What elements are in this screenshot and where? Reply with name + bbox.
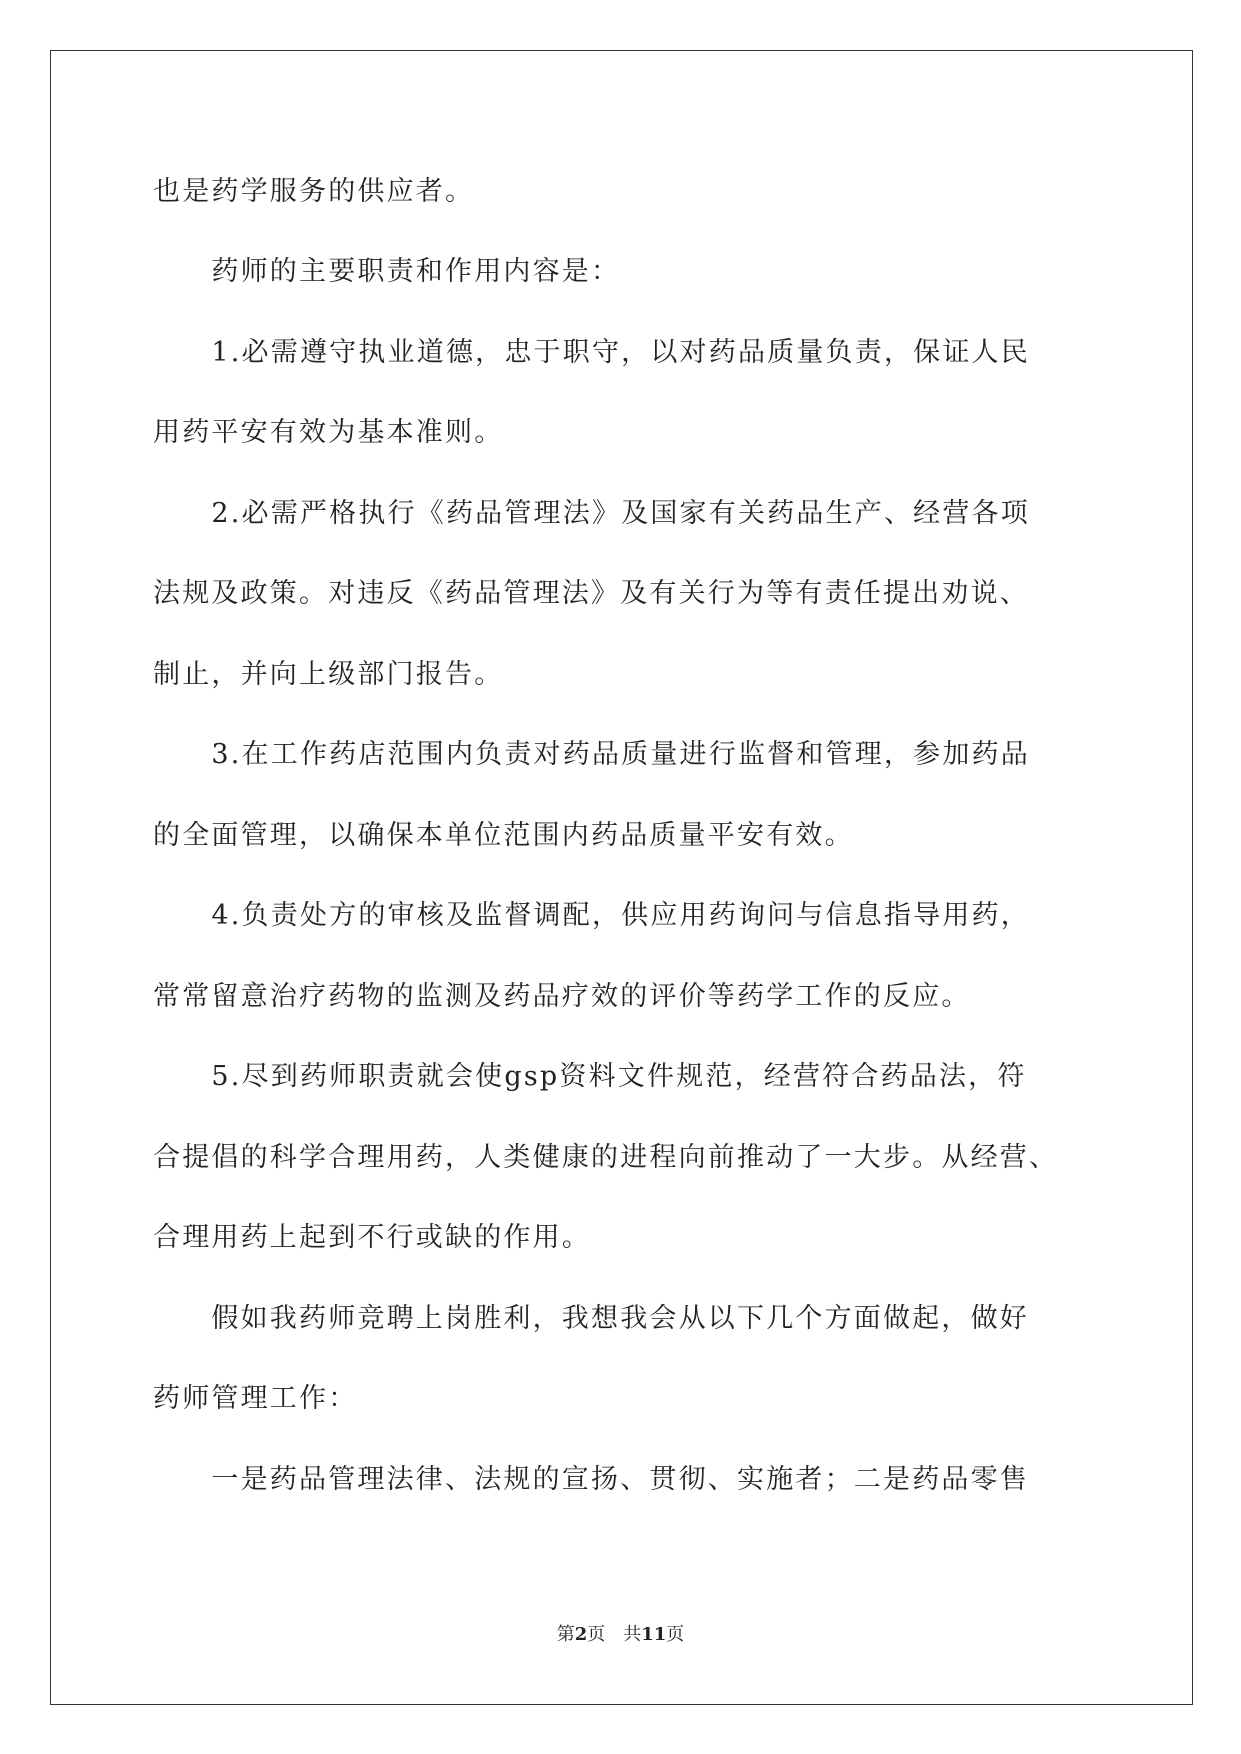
text-line: 常常留意治疗药物的监测及药品疗效的评价等药学工作的反应。 [153, 981, 971, 1012]
text-line: 假如我药师竞聘上岗胜利，我想我会从以下几个方面做起，做好 [153, 1303, 1029, 1334]
text-line: 5.尽到药师职责就会使gsp资料文件规范，经营符合药品法，符 [153, 1061, 1027, 1092]
text-line: 3.在工作药店范围内负责对药品质量进行监督和管理，参加药品 [153, 739, 1030, 770]
text-line: 也是药学服务的供应者。 [153, 176, 475, 207]
text-line: 用药平安有效为基本准则。 [153, 417, 504, 448]
footer-middle: 页 共 [587, 1624, 642, 1645]
text-line: 法规及政策。对违反《药品管理法》及有关行为等有责任提出劝说、 [153, 578, 1029, 609]
text-line: 一是药品管理法律、法规的宣扬、贯彻、实施者；二是药品零售 [153, 1464, 1029, 1495]
text-line: 药师的主要职责和作用内容是： [153, 256, 621, 287]
text-line: 合提倡的科学合理用药，人类健康的进程向前推动了一大步。从经营、 [153, 1142, 1059, 1173]
footer-suffix: 页 [666, 1624, 685, 1645]
text-line: 的全面管理，以确保本单位范围内药品质量平安有效。 [153, 820, 854, 851]
page-footer [0, 1623, 1241, 1647]
text-line: 1.必需遵守执业道德，忠于职守，以对药品质量负责，保证人民 [153, 337, 1030, 368]
text-line: 4.负责处方的审核及监督调配，供应用药询问与信息指导用药， [153, 900, 1030, 931]
text-line: 药师管理工作： [153, 1383, 358, 1414]
current-page-number: 2 [574, 1624, 588, 1645]
footer-prefix: 第 [556, 1624, 575, 1645]
text-line: 合理用药上起到不行或缺的作用。 [153, 1222, 591, 1253]
text-line: 2.必需严格执行《药品管理法》及国家有关药品生产、经营各项 [153, 498, 1030, 529]
total-page-number: 11 [641, 1624, 667, 1645]
text-line: 制止，并向上级部门报告。 [153, 659, 504, 690]
page-border [50, 50, 1193, 1705]
